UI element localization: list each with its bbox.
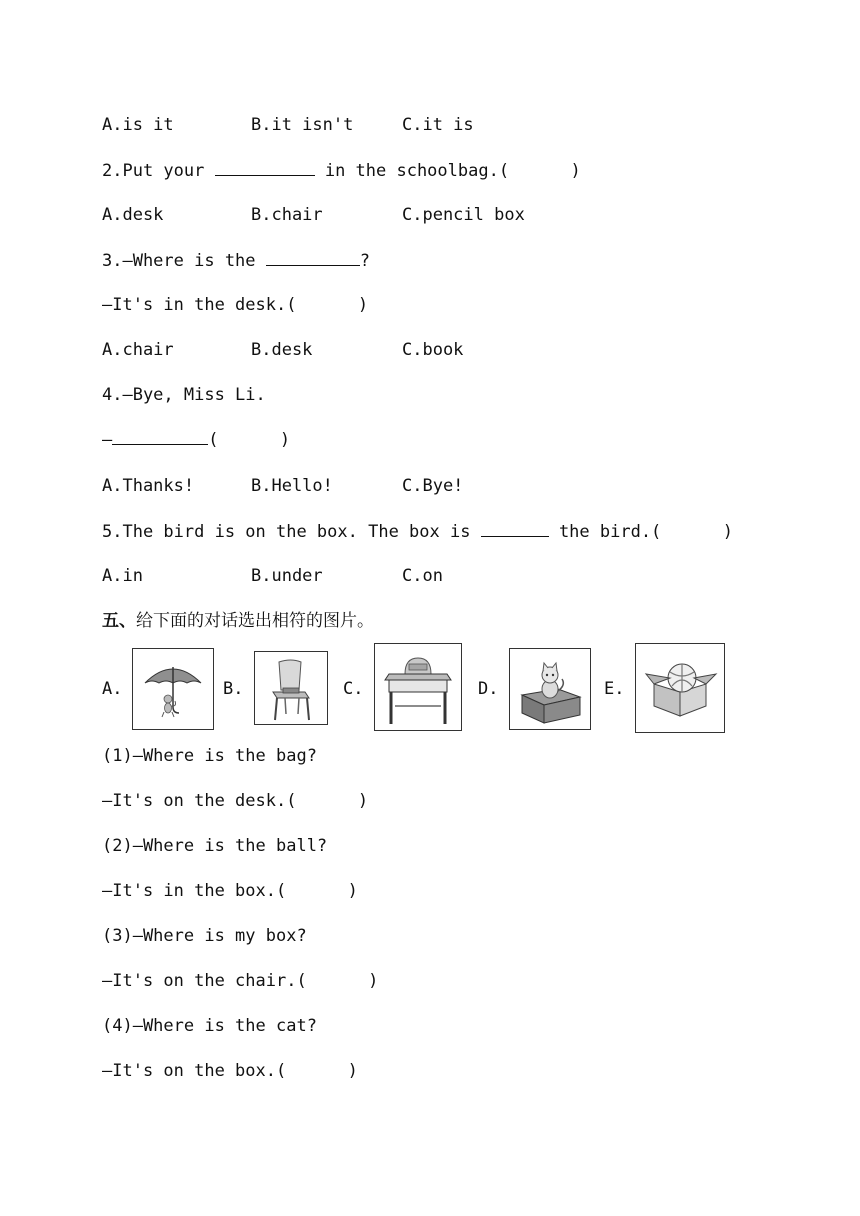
answer-blank (112, 428, 208, 445)
question-5: 5.The bird is on the box. The box is the bird.( ) (102, 522, 733, 542)
desk-bag-icon (374, 643, 462, 731)
q2-option-b: B.chair (251, 205, 323, 225)
question-3-answer-line: —It's in the desk.( ) (102, 295, 369, 315)
q1-option-b: B.it isn't (251, 115, 354, 135)
question-4-answer-line: — ( ) (102, 430, 291, 450)
picture-label-b: B. (223, 679, 244, 699)
dialogue-1-question: (1)—Where is the bag? (102, 746, 317, 766)
dialogue-4-answer: —It's on the box.( ) (102, 1061, 358, 1081)
dialogue-3-question: (3)—Where is my box? (102, 926, 307, 946)
q4-option-b: B.Hello! (251, 476, 333, 496)
q3-option-a: A.chair (102, 340, 174, 360)
q2-option-c: C.pencil box (402, 205, 525, 225)
q5-option-a: A.in (102, 566, 143, 586)
question-2: 2.Put your in the schoolbag.( ) (102, 161, 581, 181)
ball-in-box-icon (635, 643, 725, 733)
picture-label-d: D. (478, 679, 499, 699)
dialogue-2-answer: —It's in the box.( ) (102, 881, 358, 901)
question-4: 4.—Bye, Miss Li. (102, 385, 266, 405)
answer-blank (481, 520, 549, 537)
dialogue-2-question: (2)—Where is the ball? (102, 836, 328, 856)
q3-option-b: B.desk (251, 340, 313, 360)
q1-option-c: C.it is (402, 115, 474, 135)
picture-label-c: C. (343, 679, 364, 699)
q4-option-c: C.Bye! (402, 476, 464, 496)
umbrella-monkey-icon (132, 648, 214, 730)
q1-option-a: A.is it (102, 115, 174, 135)
q4-option-a: A.Thanks! (102, 476, 195, 496)
q3-option-c: C.book (402, 340, 464, 360)
q2-option-a: A.desk (102, 205, 164, 225)
q5-option-b: B.under (251, 566, 323, 586)
section-heading: 五、给下面的对话选出相符的图片。 (102, 611, 374, 631)
dialogue-1-answer: —It's on the desk.( ) (102, 791, 369, 811)
chair-book-icon (254, 651, 328, 725)
dialogue-3-answer: —It's on the chair.( ) (102, 971, 379, 991)
dialogue-4-question: (4)—Where is the cat? (102, 1016, 317, 1036)
answer-blank (266, 249, 360, 266)
cat-on-box-icon (509, 648, 591, 730)
question-3: 3.—Where is the ? (102, 251, 371, 271)
answer-blank (215, 159, 315, 176)
picture-label-e: E. (604, 679, 625, 699)
q5-option-c: C.on (402, 566, 443, 586)
picture-label-a: A. (102, 679, 123, 699)
